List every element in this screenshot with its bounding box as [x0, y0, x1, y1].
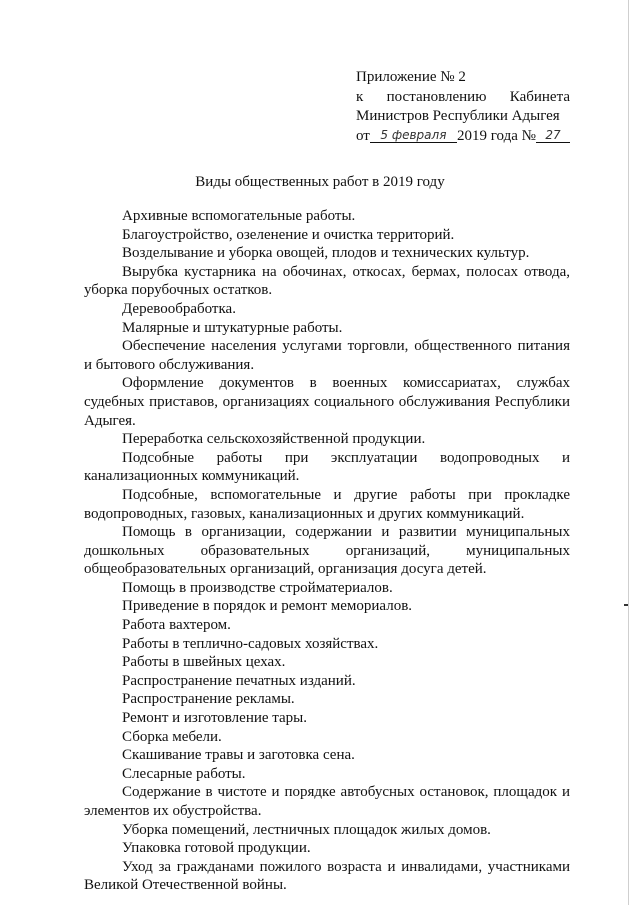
work-type-item: Оформление документов в военных комиссариатах, службах судебных приставов, организациях социального обслуживания Республики Адыгея.: [84, 375, 570, 429]
work-type-item: Содержание в чистоте и порядке автобусных остановок, площадок и элементов их обустройства.: [84, 784, 570, 819]
work-type-item: Слесарные работы.: [122, 765, 246, 782]
page-edge-line: [628, 0, 629, 905]
document-title: Виды общественных работ в 2019 году: [195, 174, 445, 190]
appendix-date-line: [356, 127, 570, 147]
appendix-header: [356, 68, 570, 146]
work-type-item: Деревообработка.: [122, 300, 236, 317]
work-type-item: Обеспечение населения услугами торговли, общественного питания и бытового обслуживания.: [84, 338, 570, 373]
work-type-item: Подсобные, вспомогательные и другие работы при прокладке водопроводных, газовых, канализационных и других коммуникаций.: [84, 486, 570, 522]
date-prefix: от: [356, 127, 370, 144]
work-type-item: Работа вахтером.: [122, 617, 231, 634]
work-type-item: Помощь в организации, содержании и развитии муниципальных дошкольных образовательных организаций, муниципальных общеобразовательных организаций, организация досуга детей.: [84, 524, 570, 578]
work-type-item: Скашивание травы и заготовка сена.: [122, 747, 355, 764]
work-type-item: Переработка сельскохозяйственной продукции.: [122, 431, 426, 448]
work-type-item: Распространение печатных изданий.: [122, 672, 356, 689]
work-type-item: Упаковка готовой продукции.: [122, 840, 311, 857]
work-type-item: Вырубка кустарника на обочинах, откосах, бермах, полосах отвода, уборка порубочных остатков.: [84, 263, 570, 299]
work-type-item: Помощь в производстве стройматериалов.: [122, 579, 393, 596]
appendix-authority: Министров Республики Адыгея: [356, 108, 560, 124]
handwritten-date: 5 февраля: [370, 128, 457, 143]
work-type-item: Распространение рекламы.: [122, 691, 295, 708]
work-type-item: Уход за гражданами пожилого возраста и инвалидами, участниками Великой Отечественной войны.: [84, 858, 570, 894]
date-suffix: 2019 года №: [456, 127, 536, 144]
appendix-word: постановлению: [386, 88, 487, 105]
appendix-number: Приложение № 2: [356, 69, 466, 85]
work-type-item: Работы в швейных цехах.: [122, 654, 286, 671]
work-type-item: Приведение в порядок и ремонт мемориалов.: [122, 598, 413, 615]
work-type-item: Малярные и штукатурные работы.: [122, 319, 343, 336]
appendix-resolution-line: [356, 88, 570, 108]
work-type-item: Архивные вспомогательные работы.: [122, 208, 356, 224]
work-type-item: Подсобные работы при эксплуатации водопроводных и канализационных коммуникаций.: [84, 449, 570, 485]
work-type-item: Уборка помещений, лестничных площадок жилых домов.: [122, 821, 491, 838]
appendix-word: Кабинета: [509, 88, 570, 105]
page-edge-mark: [624, 604, 628, 606]
work-type-item: Возделывание и уборка овощей, плодов и технических культур.: [122, 245, 530, 262]
work-types-list: [84, 207, 570, 895]
work-type-item: Работы в теплично-садовых хозяйствах.: [122, 635, 379, 652]
handwritten-number: 27: [536, 128, 570, 143]
appendix-word: к: [356, 88, 364, 105]
work-type-item: Благоустройство, озеленение и очистка территорий.: [122, 226, 455, 243]
work-type-item: Сборка мебели.: [122, 728, 222, 745]
work-type-item: Ремонт и изготовление тары.: [122, 710, 308, 727]
